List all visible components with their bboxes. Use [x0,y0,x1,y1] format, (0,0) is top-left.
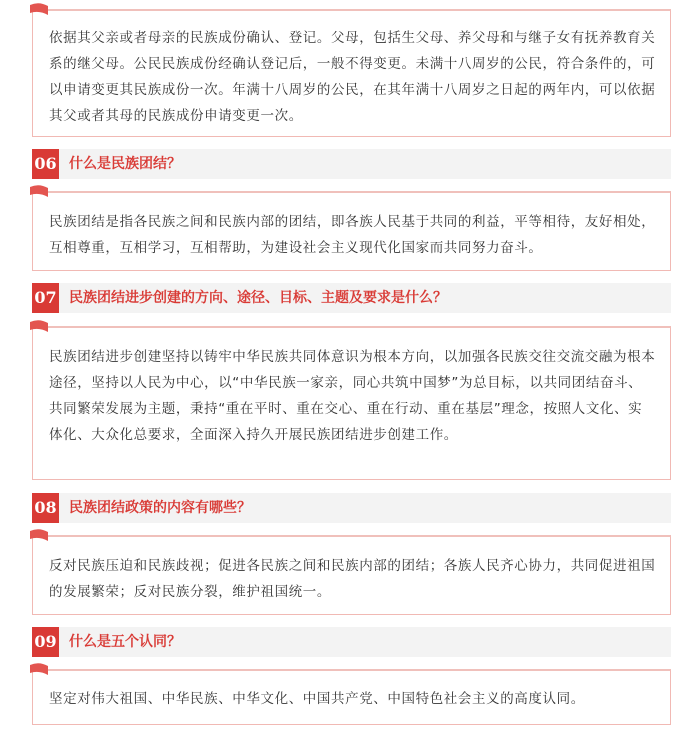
question-number: 09 [32,627,59,657]
question-number: 08 [32,493,59,523]
answer-text: 民族团结是指各民族之间和民族内部的团结，即各族人民基于共同的利益，平等相待，友好相处，互相尊重，互相学习，互相帮助，为建设社会主义现代化国家而共同努力奋斗。 [49,214,656,256]
question-header-09 [32,627,671,657]
red-flag-icon [30,663,48,675]
answer-text: 依据其父亲或者母亲的民族成份确认、登记。父母，包括生父母、养父母和与继子女有抚养教育关系的继父母。公民民族成份经确认登记后，一般不得变更。未满十八周岁的公民，符合条件的，可以申请变更其民族成份一次。年满十八周岁的公民，在其年满十八周岁之日起的两年内，可以依据其父或者其母的民族成份申请变更一次。 [49,30,656,124]
question-title: 什么是民族团结？ [69,156,181,172]
red-flag-icon [30,3,48,15]
question-header-08 [32,493,671,523]
red-flag-icon [30,529,48,541]
answer-text: 坚定对伟大祖国、中华民族、中华文化、中国共产党、中国特色社会主义的高度认同。 [49,691,585,707]
answer-box-07 [32,326,671,480]
question-number: 06 [32,149,59,179]
question-title: 什么是五个认同？ [69,634,181,650]
question-number: 07 [32,283,59,313]
answer-text: 反对民族压迫和民族歧视；促进各民族之间和民族内部的团结；各族人民齐心协力，共同促进祖国的发展繁荣；反对民族分裂，维护祖国统一。 [49,558,656,600]
answer-text: 民族团结进步创建坚持以铸牢中华民族共同体意识为根本方向，以加强各民族交往交流交融为根本途径，坚持以人民为中心，以“中华民族一家亲，同心共筑中国梦”为总目标，以共同团结奋斗、共同繁荣发展为主题，秉持“重在平时、重在交心、重在行动、重在基层”理念，按照人文化、实体化、大众化总要求，全面深入持久开展民族团结进步创建工作。 [49,349,656,443]
question-title: 民族团结进步创建的方向、途径、目标、主题及要求是什么？ [69,290,447,306]
question-title: 民族团结政策的内容有哪些？ [69,500,251,516]
red-flag-icon [30,185,48,197]
red-flag-icon [30,320,48,332]
answer-box-06 [32,191,671,271]
question-header-06 [32,149,671,179]
answer-box-09 [32,669,671,725]
question-header-07 [32,283,671,313]
answer-box-intro [32,9,671,137]
answer-box-08 [32,535,671,615]
